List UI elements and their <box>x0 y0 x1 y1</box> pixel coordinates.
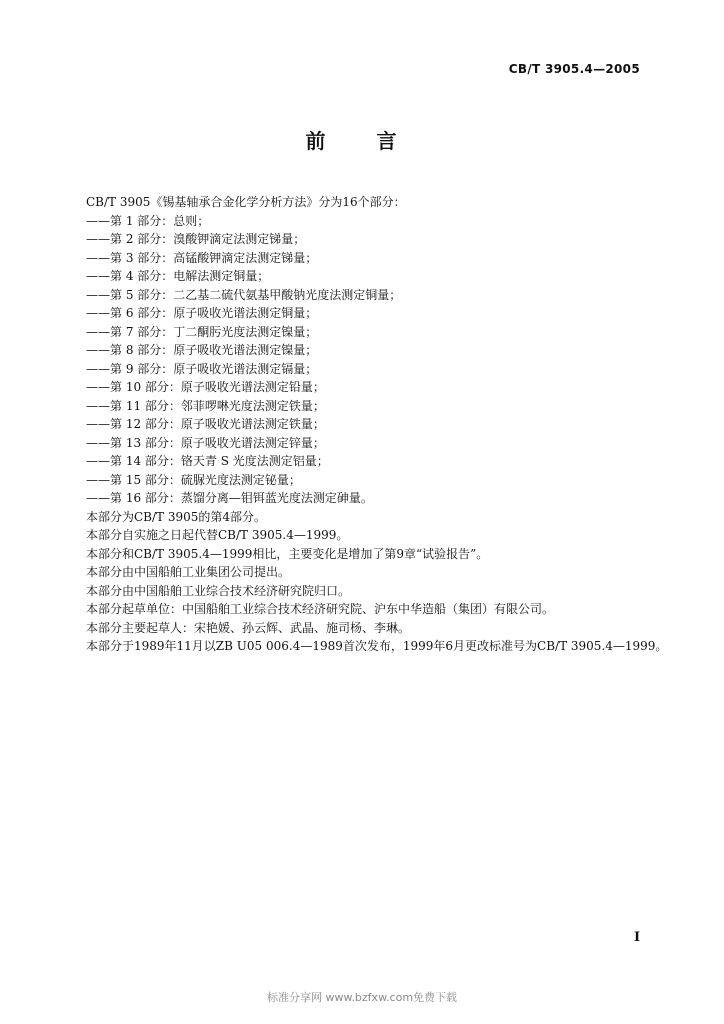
list-item: ——第 7 部分：丁二酮肟光度法测定镍量； <box>86 324 318 339</box>
paragraph: 本部分为CB/T 3905的第4部分。 <box>86 509 267 524</box>
page-title: 前 言 <box>305 129 419 153</box>
paragraph: 本部分起草单位：中国船舶工业综合技术经济研究院、沪东中华造船（集团）有限公司。 <box>86 602 555 616</box>
list-item: ——第 15 部分：硫脲光度法测定铋量； <box>86 472 301 487</box>
list-item: ——第 8 部分：原子吸收光谱法测定镍量； <box>86 343 318 357</box>
list-item: ——第 16 部分：蒸馏分离—钼铒蓝光度法测定砷量。 <box>86 491 373 505</box>
foreword-body <box>86 193 668 656</box>
paragraph: 本部分由中国船舶工业集团公司提出。 <box>86 565 291 579</box>
list-item: ——第 5 部分：二乙基二硫代氨基甲酸钠光度法测定铜量； <box>86 287 402 302</box>
list-item: ——第 11 部分：邻菲啰啉光度法测定铁量； <box>86 398 325 413</box>
paragraphs <box>86 508 668 656</box>
paragraph: 本部分自实施之日起代替CB/T 3905.4—1999。 <box>86 528 349 542</box>
intro-line: CB/T 3905《锡基轴承合金化学分析方法》分为16个部分： <box>86 195 406 209</box>
list-item: ——第 10 部分：原子吸收光谱法测定铅量； <box>86 380 325 394</box>
list-item: ——第 9 部分：原子吸收光谱法测定镉量； <box>86 361 318 376</box>
watermark-footer: 标准分享网 www.bzfxw.com免费下载 <box>266 991 458 1004</box>
parts-list <box>86 212 646 508</box>
list-item: ——第 3 部分：高锰酸钾滴定法测定锑量； <box>86 250 318 265</box>
list-item: ——第 6 部分：原子吸收光谱法测定铜量； <box>86 306 318 320</box>
paragraph: 本部分于1989年11月以ZB U05 006.4—1989首次发布，1999年6月更改标准号为CB/T 3905.4—1999。 <box>86 639 668 653</box>
page-number: I <box>634 930 641 945</box>
list-item: ——第 13 部分：原子吸收光谱法测定锌量； <box>86 435 325 450</box>
paragraph: 本部分由中国船舶工业综合技术经济研究院归口。 <box>86 583 351 598</box>
standard-code: CB/T 3905.4—2005 <box>508 62 640 76</box>
list-item: ——第 12 部分：原子吸收光谱法测定铁量； <box>86 417 325 431</box>
list-item: ——第 14 部分：铬天青 S 光度法测定铝量； <box>86 454 329 468</box>
list-item: ——第 2 部分：溴酸钾滴定法测定锑量； <box>86 232 306 246</box>
list-item: ——第 4 部分：电解法测定铜量； <box>86 269 270 283</box>
list-item: ——第 1 部分：总则； <box>86 213 210 228</box>
paragraph: 本部分和CB/T 3905.4—1999相比，主要变化是增加了第9章“试验报告”。 <box>86 546 489 561</box>
paragraph: 本部分主要起草人：宋艳媛、孙云辉、武晶、施司杨、李琳。 <box>86 620 411 635</box>
